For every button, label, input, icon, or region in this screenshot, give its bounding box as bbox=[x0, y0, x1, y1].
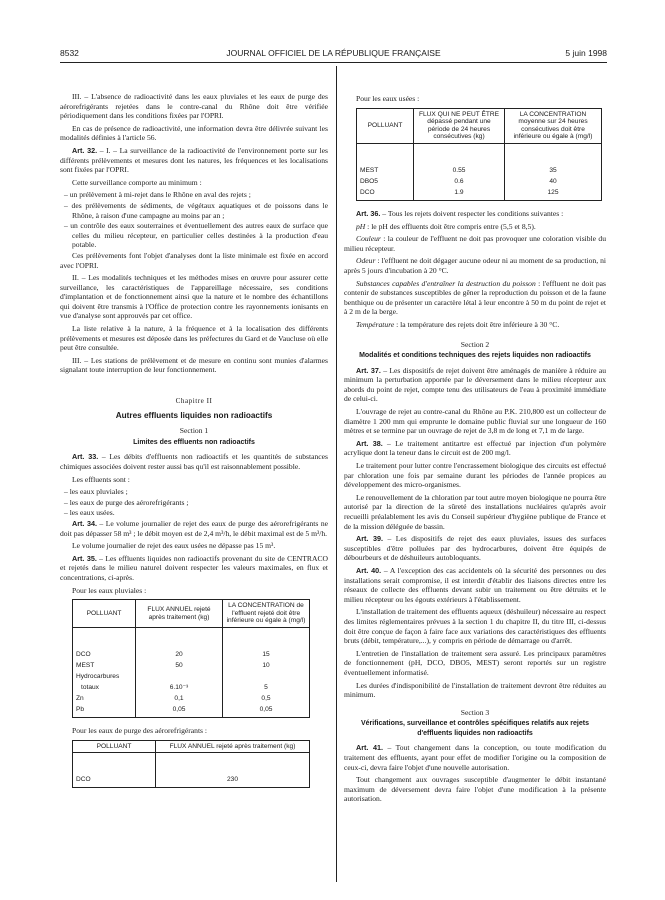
list-item: – les eaux usées. bbox=[64, 508, 115, 518]
table-cell: DBO5 bbox=[357, 176, 414, 187]
paragraph: En cas de présence de radioactivité, une information devra être délivrée suivant les modalités définies à l'article 56. bbox=[60, 123, 328, 143]
paragraph: III. – Les stations de prélèvement et de mesure en continu sont munies d'alarmes signalant toute interruption de leur fonctionnement. bbox=[60, 355, 328, 375]
section-title: Limites des effluents non radioactifs bbox=[133, 438, 255, 446]
article-36 bbox=[344, 209, 606, 219]
chapter-heading: Chapitre II bbox=[175, 397, 213, 406]
table-eaux-pluviales bbox=[72, 599, 310, 718]
paragraph: Pour les eaux pluviales : bbox=[72, 585, 147, 595]
table-cell: MEST bbox=[357, 143, 414, 176]
section-heading: Section 1 bbox=[179, 426, 209, 436]
table-cell: 0.6 bbox=[414, 176, 505, 187]
table-cell: Pb bbox=[73, 704, 136, 718]
paragraph bbox=[344, 222, 606, 232]
article-text: – Tout changement dans la conception, ou toute modification du traitement des effluents, ayant pour effet de modifier l'origine ou la composition de ceux-ci, devra faire l'objet d'une nouvelle autorisation. bbox=[344, 743, 606, 772]
term-text: : l'effluent ne doit dégager aucune odeur ni au moment de sa production, ni après 5 jours d'incubation à 20 °C. bbox=[344, 256, 606, 275]
paragraph: Le traitement pour lutter contre l'encrassement biologique des circuits est effectué par chloration une fois par semaine durant les périodes de l'année propices au développement des micro-organismes. bbox=[344, 461, 606, 490]
table-cell: Hydrocarbures bbox=[73, 671, 136, 682]
article-label: Art. 38. bbox=[356, 438, 383, 448]
section-heading: Section 3 bbox=[460, 707, 490, 717]
paragraph: Ces prélèvements font l'objet d'analyses dont la liste minimale est fixée en accord avec l'OPRI. bbox=[60, 250, 328, 270]
paragraph: II. – Les modalités techniques et les méthodes mises en œuvre pour assurer cette surveillance, les caractéristiques de l'appareillage nécessaire, ses conditions d'implantation et de fonctionnement ainsi que la nature et le nombre des échantillons qui doivent être transmis à l'Office de protection contre les rayonnements ionisants en vue d'analyse sont approuvés par cet office. bbox=[60, 273, 328, 321]
term-label: pH bbox=[356, 221, 366, 231]
column-header: FLUX QUI NE PEUT ÊTRE dépassé pendant une période de 24 heures consécutives (kg) bbox=[414, 108, 505, 143]
article-text: – I. – La surveillance de la radioactivité de l'environnement porte sur les différents prélèvements et mesures dont les natures, les fréquences et les localisations sont fixées par l'OPRI. bbox=[60, 145, 328, 175]
term-label: Odeur bbox=[356, 256, 376, 266]
list-item: – les eaux de purge des aérorefrigérants ; bbox=[64, 497, 189, 507]
column-header: POLLUANT bbox=[73, 600, 136, 628]
article-40 bbox=[344, 566, 606, 604]
article-text: – Les dispositifs de rejet doivent être aménagés de manière à réduire au minimum la perturbation apportée par le déversement dans le milieu récepteur aux abords du point de rejet, compte tenu des utilisateurs de l'eau à proximité immédiate de celui-ci. bbox=[344, 365, 606, 404]
left-column bbox=[60, 92, 328, 796]
journal-title: JOURNAL OFFICIEL DE LA RÉPUBLIQUE FRANÇAISE bbox=[226, 48, 441, 58]
term-text: : le pH des effluents doit être compris entre (5,5 et 8,5). bbox=[365, 221, 536, 231]
table-cell: MEST bbox=[73, 660, 136, 671]
paragraph: L'installation de traitement des effluents aqueux (déshuileur) nécessaire au respect des limites réglementaires prévues à la section 1 du chapitre II, du titre III, ci-dessus doit être conçue de façon à faire face aux variations des caractéristiques des effluents bruts (débit, température,...), y compris en période de démarrage ou d'arrêt. bbox=[344, 607, 606, 646]
term-label: Température bbox=[356, 319, 395, 329]
table-cell: 10 bbox=[223, 660, 310, 671]
page-number: 8532 bbox=[60, 48, 79, 58]
article-label: Art. 36. bbox=[356, 208, 381, 218]
table-row bbox=[357, 187, 602, 201]
table-cell bbox=[136, 671, 223, 682]
paragraph: Les durées d'indisponibilité de l'installation de traitement devront être réduites au minimum. bbox=[344, 680, 606, 700]
article-34 bbox=[60, 519, 328, 538]
paragraph bbox=[344, 256, 606, 275]
header-rule bbox=[60, 62, 607, 63]
table-row bbox=[73, 693, 310, 704]
table-row bbox=[73, 682, 310, 693]
term-text: : la température des rejets doit être inférieure à 30 °C. bbox=[394, 319, 560, 329]
list-item: – des prélèvements de sédiments, de végétaux aquatiques et de poissons dans le Rhône, à raison d'une campagne au moins par an ; bbox=[64, 200, 328, 220]
column-divider bbox=[336, 66, 337, 882]
paragraph: Le renouvellement de la chloration par tout autre moyen biologique ne pourra être autorisé par la direction de la sûreté des installations nucléaires qu'après avoir recueilli préalablement les avis du Conseil supérieur d'hygiène publique de France et de la mission déléguée de bassin. bbox=[344, 492, 606, 531]
article-label: Art. 37. bbox=[356, 365, 381, 375]
table-row bbox=[73, 627, 310, 660]
paragraph: Les effluents sont : bbox=[72, 474, 130, 484]
section-title: Vérifications, surveillance et contrôles spécifiques relatifs aux rejets d'effluents liquides non radioactifs bbox=[361, 720, 589, 737]
table-cell: Zn bbox=[73, 693, 136, 704]
paragraph: Le volume journalier de rejet des eaux usées ne dépasse pas 15 m³. bbox=[72, 541, 276, 551]
table-eaux-usees bbox=[356, 108, 602, 201]
article-33 bbox=[60, 452, 328, 471]
section-title: Modalités et conditions techniques des rejets liquides non radioactifs bbox=[359, 352, 591, 360]
table-cell: 6.10⁻³ bbox=[136, 682, 223, 693]
paragraph: Tout changement aux ouvrages susceptible d'augmenter le débit instantané maximum de déversement devra faire l'objet d'une modification à la présente autorisation. bbox=[344, 775, 606, 804]
article-label: Art. 35. bbox=[72, 553, 97, 563]
table-cell: 20 bbox=[136, 627, 223, 660]
term-label: Couleur bbox=[356, 234, 381, 244]
table-cell: totaux bbox=[73, 682, 136, 693]
section-heading: Section 2 bbox=[460, 339, 490, 349]
column-header: POLLUANT bbox=[357, 108, 414, 143]
article-32 bbox=[60, 146, 328, 175]
article-label: Art. 34. bbox=[72, 518, 97, 528]
article-38 bbox=[344, 439, 606, 458]
table-eaux-purge bbox=[72, 740, 310, 789]
paragraph: Pour les eaux de purge des aérorefrigérants : bbox=[72, 725, 208, 735]
right-column bbox=[344, 94, 606, 807]
column-header: LA CONCENTRATION de l'effluent rejeté doit être inférieure ou égale à (mg/l) bbox=[223, 600, 310, 628]
table-cell: 15 bbox=[223, 627, 310, 660]
term-label: Substances capables d'entraîner la destruction du poisson bbox=[356, 278, 536, 288]
paragraph: L'ouvrage de rejet au contre-canal du Rhône au P.K. 210,800 est un collecteur de diamètre 1 200 mm qui emprunte le domaine public fluvial sur une longueur de 160 mètres et se termine par un ouvrage de rejet de 3,8 m de long et 7,1 m de large. bbox=[344, 407, 606, 436]
article-41 bbox=[344, 743, 606, 772]
paragraph: Cette surveillance comporte au minimum : bbox=[72, 177, 202, 187]
table-row bbox=[73, 660, 310, 671]
article-text: – Les dispositifs de rejet des eaux pluviales, issues des surfaces susceptibles d'être polluées par des hydrocarbures, doivent être équipés de débourbeurs et de déshuileurs autobloquants. bbox=[344, 534, 606, 563]
paragraph: III. – L'absence de radioactivité dans les eaux pluviales et les eaux de purge des aérorefrigérants rejetées dans le contre-canal du Rhône doit être vérifiée périodiquement dans les conditions fixées par l'OPRI. bbox=[60, 92, 328, 121]
table-cell: 125 bbox=[505, 187, 602, 201]
article-label: Art. 41. bbox=[356, 743, 383, 753]
article-text: – Les débits d'effluents non radioactifs et les quantités de substances chimiques associées doivent rester aussi bas qu'il est raisonnablement possible. bbox=[60, 452, 328, 471]
table-cell: 0.55 bbox=[414, 143, 505, 176]
column-header: FLUX ANNUEL rejeté après traitement (kg) bbox=[136, 600, 223, 628]
article-37 bbox=[344, 366, 606, 404]
page-header bbox=[60, 48, 607, 62]
list-item: – les eaux pluviales ; bbox=[64, 487, 128, 497]
paragraph: L'entretien de l'installation de traitement sera assuré. Les principaux paramètres de fonctionnement (pH, DCO, DBO5, MEST) seront reportés sur un registre éventuellement informatisé. bbox=[344, 648, 606, 677]
article-label: Art. 40. bbox=[356, 565, 382, 575]
table-cell: DCO bbox=[73, 627, 136, 660]
table-row bbox=[73, 704, 310, 718]
paragraph bbox=[344, 279, 606, 317]
term-text: : la couleur de l'effluent ne doit pas provoquer une coloration visible du milieu récepteur. bbox=[344, 234, 606, 253]
article-text: – Le volume journalier de rejet des eaux de purge des aérorefrigérants ne doit pas dépasser 58 m³ ; le débit moyen est de 2,4 m³/h, le débit maximal est de 5 m³/h. bbox=[60, 518, 328, 538]
article-text: – A l'exception des cas accidentels où la sécurité des personnes ou des installations serait compromise, il est interdit d'établir des liaisons directes entre les réseaux de collecte des effluents devant subir un traitement ou être détruits et le milieu récepteur ou les égouts extérieurs à l'établissement. bbox=[344, 565, 607, 604]
paragraph: La liste relative à la nature, à la fréquence et à la localisation des différents prélèvements et mesures est déposée dans les préfectures du Gard et de Vaucluse où elle peut être consultée. bbox=[60, 324, 328, 353]
article-label: Art. 32. bbox=[72, 145, 98, 155]
table-cell: DCO bbox=[357, 187, 414, 201]
term-text: : l'effluent ne doit pas contenir de substances susceptibles de gêner la reproduction du poisson et de la faune benthique ou de présenter un caractère létal à leur encontre à 50 m du point de rejet et à 2 m de la berge. bbox=[344, 278, 606, 317]
table-cell: 0,05 bbox=[136, 704, 223, 718]
table-cell: 50 bbox=[136, 660, 223, 671]
table-cell: DCO bbox=[73, 753, 156, 788]
column-header: FLUX ANNUEL rejeté après traitement (kg) bbox=[156, 740, 310, 753]
table-cell: 230 bbox=[156, 753, 310, 788]
table-cell: 35 bbox=[505, 143, 602, 176]
chapter-title: Autres effluents liquides non radioactifs bbox=[115, 410, 273, 420]
paragraph: Pour les eaux usées : bbox=[356, 94, 420, 103]
article-text: – Les effluents liquides non radioactifs provenant du site de CENTRACO et rejetés dans le milieu naturel doivent respecter les valeurs maximales, en flux et concentrations, ci-après. bbox=[60, 553, 328, 582]
table-row bbox=[73, 671, 310, 682]
column-header: LA CONCENTRATION moyenne sur 24 heures consécutives doit être inférieure ou égale à (mg/l) bbox=[505, 108, 602, 143]
list-item: – un prélèvement à mi-rejet dans le Rhône en aval des rejets ; bbox=[64, 190, 251, 200]
table-row bbox=[357, 176, 602, 187]
table-cell bbox=[223, 671, 310, 682]
table-row bbox=[357, 143, 602, 176]
table-cell: 5 bbox=[223, 682, 310, 693]
table-cell: 40 bbox=[505, 176, 602, 187]
paragraph bbox=[344, 320, 606, 330]
publication-date: 5 juin 1998 bbox=[565, 48, 607, 58]
table-cell: 0,5 bbox=[223, 693, 310, 704]
table-row bbox=[73, 753, 310, 788]
list-item: – un contrôle des eaux souterraines et éventuellement des autres eaux de surface que celles du milieu récepteur, en particulier celles destinées à la production d'eau potable. bbox=[64, 221, 328, 250]
article-39 bbox=[344, 534, 606, 563]
paragraph bbox=[344, 234, 606, 253]
table-cell: 0,05 bbox=[223, 704, 310, 718]
article-text: – Tous les rejets doivent respecter les conditions suivantes : bbox=[380, 208, 564, 218]
article-text: – Le traitement antitartre est effectué par injection d'un polymère acrylique dont la teneur dans le circuit est de 200 mg/l. bbox=[344, 438, 606, 458]
article-35 bbox=[60, 554, 328, 583]
article-label: Art. 33. bbox=[72, 452, 99, 462]
article-label: Art. 39. bbox=[356, 534, 383, 544]
column-header: POLLUANT bbox=[73, 740, 156, 753]
table-cell: 0,1 bbox=[136, 693, 223, 704]
table-cell: 1.9 bbox=[414, 187, 505, 201]
